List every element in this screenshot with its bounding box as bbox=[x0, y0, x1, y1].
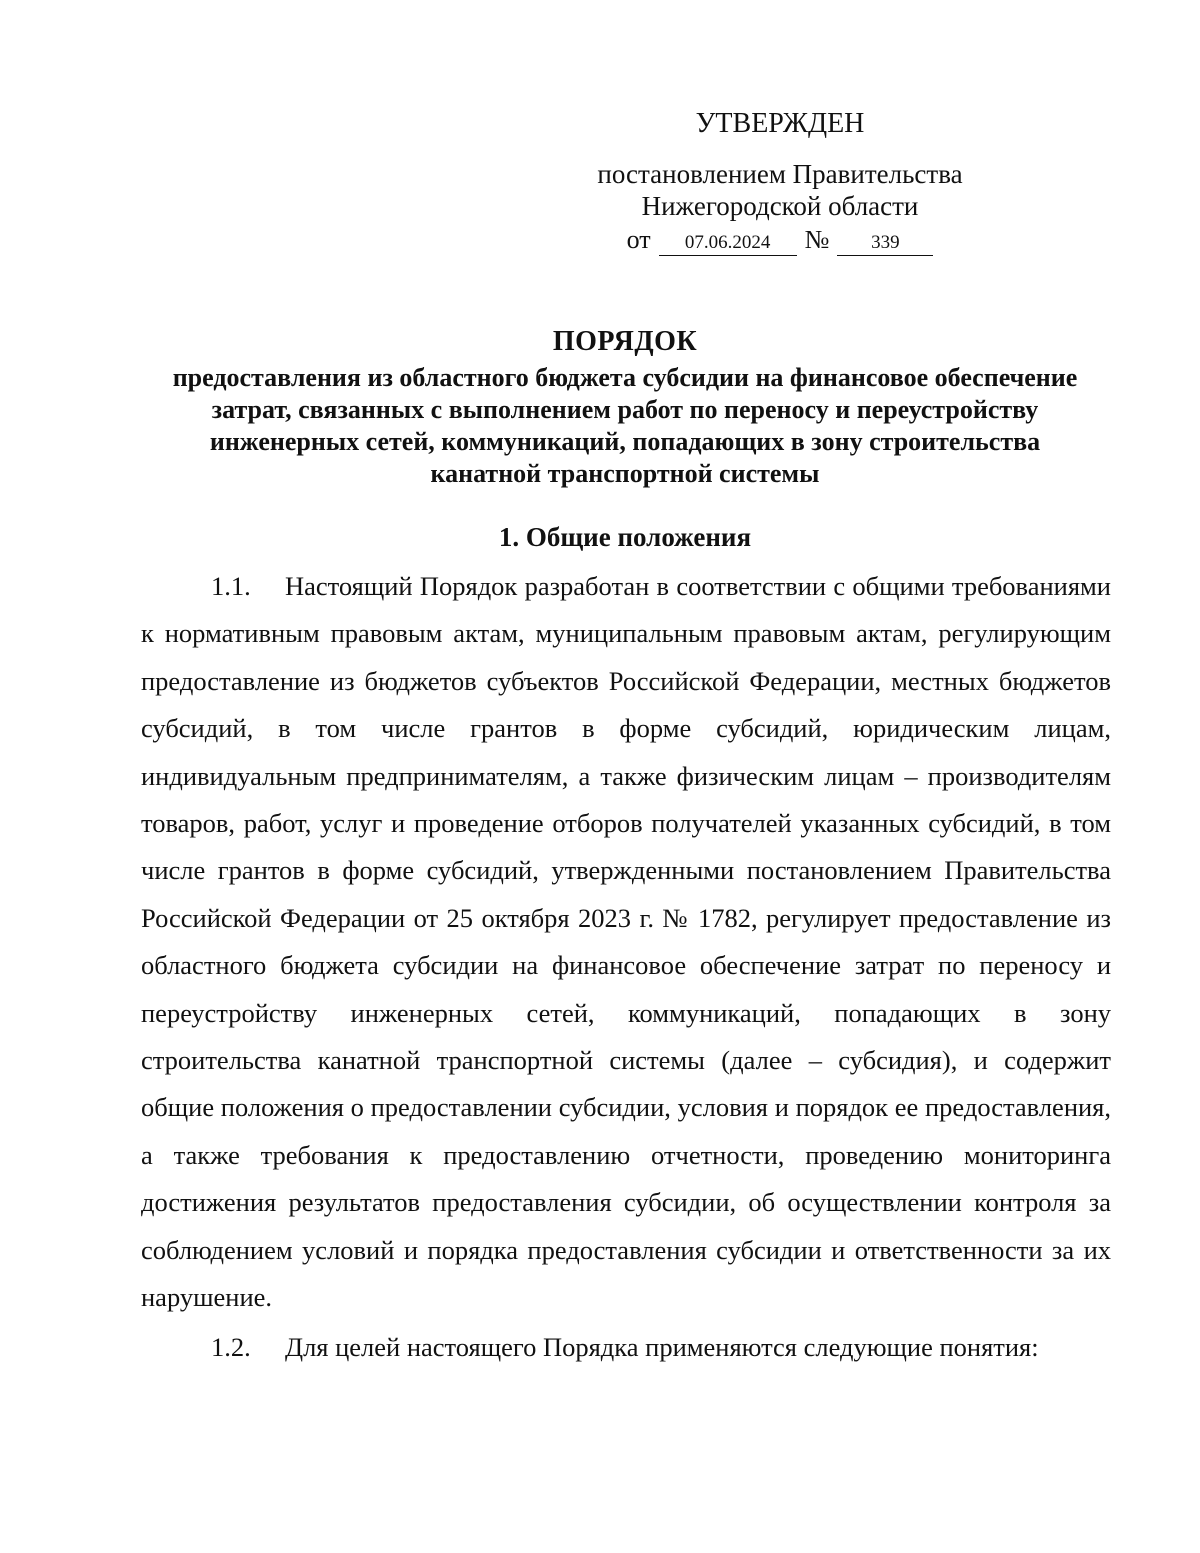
approval-stamp-block bbox=[560, 108, 1000, 256]
approval-date: 07.06.2024 bbox=[659, 232, 797, 256]
document-body bbox=[141, 563, 1111, 1371]
paragraph-number: 1.2. bbox=[211, 1331, 251, 1362]
from-label: от bbox=[626, 225, 651, 254]
number-sign: № bbox=[804, 225, 830, 254]
document-title-block bbox=[130, 322, 1120, 490]
paragraph-1-1 bbox=[141, 563, 1111, 1322]
paragraph-text: Для целей настоящего Порядка применяются следующие понятия: bbox=[285, 1331, 1039, 1362]
section-heading: 1. Общие положения bbox=[498, 522, 752, 552]
approval-number: 339 bbox=[837, 232, 933, 256]
approval-date-row bbox=[560, 224, 1000, 256]
subtitle-line: предоставления из областного бюджета субсидии на финансовое обеспечение bbox=[172, 363, 1078, 392]
approved-heading: УТВЕРЖДЕН bbox=[695, 108, 865, 139]
subtitle-line: затрат, связанных с выполнением работ по переносу и переустройству bbox=[211, 395, 1039, 424]
paragraph-number: 1.1. bbox=[211, 571, 251, 601]
approval-line-1: постановлением Правительства bbox=[597, 159, 963, 189]
paragraph-text: Настоящий Порядок разработан в соответствии с общими требованиями к нормативным правовым актам, муниципальным правовым актам, регулирующим предоставление из бюджетов субъектов Российской Федерации, местных бюджетов субсидий, в том числе грантов в форме субсидий, юридическим лицам, индивидуальным предпринимателям, а также физическим лицам – производителям товаров, работ, услуг и проведение отборов получателей указанных субсидий, в том числе грантов в форме субсидий, утвержденными постановлением Правительства Российской Федерации от 25 октября 2023 г. № 1782, регулирует предоставление из областного бюджета субсидии на финансовое обеспечение затрат по переносу и переустройству инженерных сетей, коммуникаций, попадающих в зону строительства канатной транспортной системы (далее – субсидия), и содержит общие положения о предоставлении субсидии, условия и порядок ее предоставления, а также требования к предоставлению отчетности, проведению мониторинга достижения результатов предоставления субсидии, об осуществлении контроля за соблюдением условий и порядка предоставления субсидии и ответственности за их нарушение. bbox=[141, 571, 1111, 1313]
subtitle-line: инженерных сетей, коммуникаций, попадающих в зону строительства bbox=[209, 427, 1041, 456]
document-title: ПОРЯДОК bbox=[552, 326, 698, 357]
approval-line-2: Нижегородской области bbox=[641, 191, 919, 221]
subtitle-line: канатной транспортной системы bbox=[430, 459, 820, 488]
document-subtitle bbox=[130, 362, 1120, 490]
paragraph-1-2 bbox=[141, 1324, 1111, 1371]
